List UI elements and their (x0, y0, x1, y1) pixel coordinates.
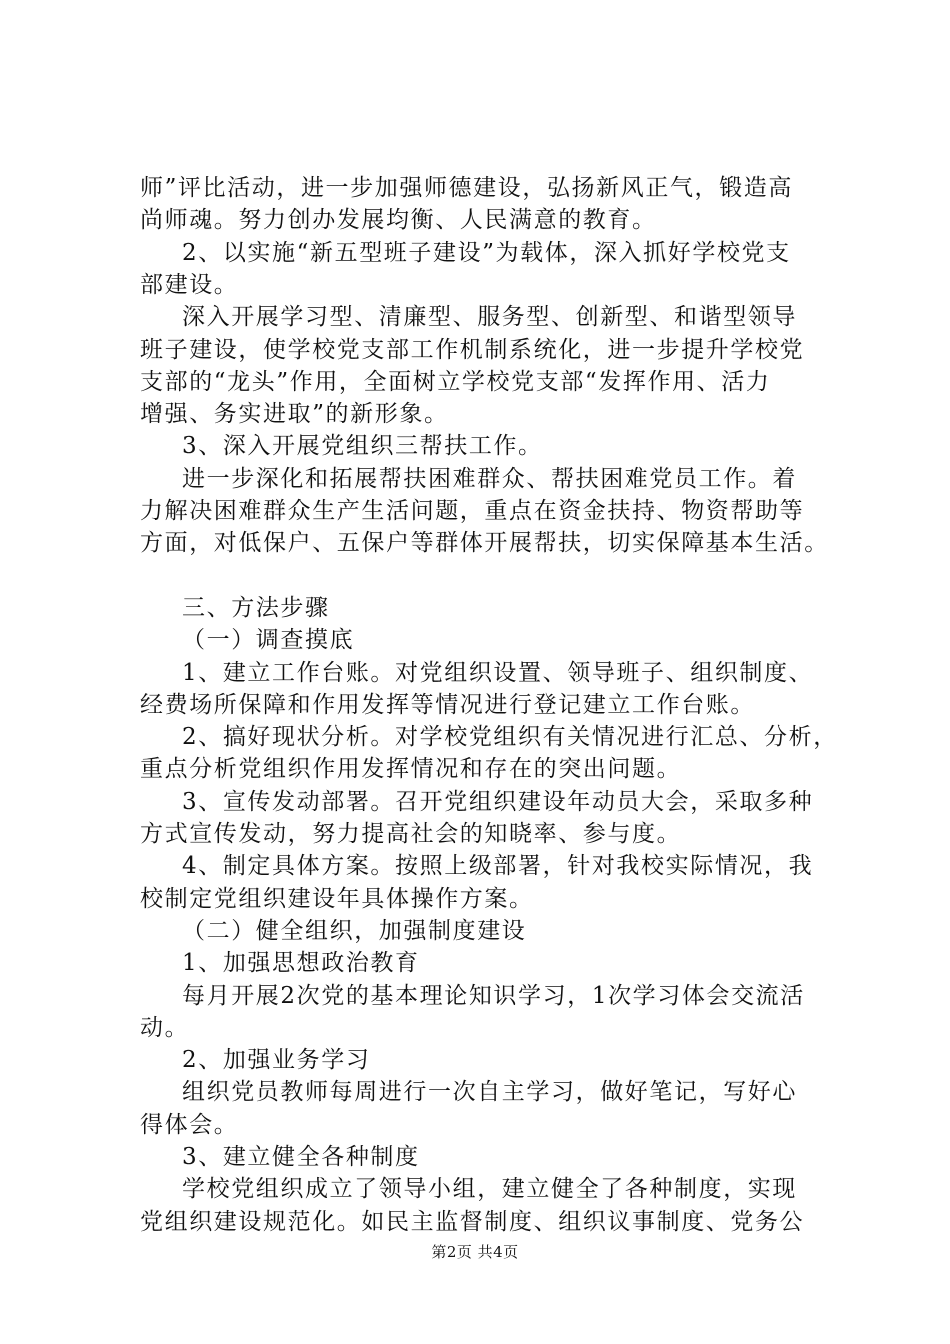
text-line: 1、加强思想政治教育 (182, 950, 420, 977)
text-line: 得体会。 (140, 1111, 239, 1138)
text-line: 三、方法步骤 (182, 594, 330, 621)
text-line: 尚师魂。努力创办发展均衡、人民满意的教育。 (140, 207, 657, 234)
text-line: 重点分析党组织作用发挥情况和存在的突出问题。 (140, 756, 682, 783)
text-line: 每月开展2次党的基本理论知识学习，1次学习体会交流活 (182, 982, 805, 1009)
text-line: 校制定党组织建设年具体操作方案。 (140, 885, 534, 912)
text-line: 经费场所保障和作用发挥等情况进行登记建立工作台账。 (140, 691, 755, 718)
text-line: 组织党员教师每周进行一次自主学习，做好笔记，写好心 (182, 1079, 797, 1106)
text-line: 增强、务实进取”的新形象。 (140, 401, 449, 428)
text-line: 进一步深化和拓展帮扶困难群众、帮扶困难党员工作。着 (182, 465, 797, 492)
text-line: 班子建设，使学校党支部工作机制系统化，进一步提升学校党 (140, 336, 805, 363)
text-line: 支部的“龙头”作用，全面树立学校党支部“发挥作用、活力 (140, 368, 771, 395)
text-line: 1、建立工作台账。对党组织设置、领导班子、组织制度、 (182, 659, 814, 686)
page-number-footer: 第2页 共4页 (431, 1243, 519, 1261)
text-line: 3、宣传发动部署。召开党组织建设年动员大会，采取多种 (182, 788, 814, 815)
text-line: 学校党组织成立了领导小组，建立健全了各种制度，实现 (182, 1176, 797, 1203)
text-line: 力解决困难群众生产生活问题，重点在资金扶持、物资帮助等 (140, 498, 805, 524)
text-line: （一）调查摸底 (182, 627, 355, 654)
text-line: 方面，对低保户、五保户等群体开展帮扶，切实保障基本生活。 (140, 530, 829, 557)
text-line: 4、制定具体方案。按照上级部署，针对我校实际情况，我 (182, 853, 814, 880)
text-line: 党组织建设规范化。如民主监督制度、组织议事制度、党务公 (140, 1208, 805, 1235)
text-line: 2、以实施“新五型班子建设”为载体，深入抓好学校党支 (182, 239, 791, 266)
text-line: 师”评比活动，进一步加强师德建设，弘扬新风正气，锻造高 (140, 175, 793, 201)
text-line: 2、搞好现状分析。对学校党组织有关情况进行汇总、分析， (182, 724, 838, 751)
text-line: 3、深入开展党组织三帮扶工作。 (182, 433, 543, 460)
text-line: 方式宣传发动，努力提高社会的知晓率、参与度。 (140, 821, 682, 847)
text-line: 动。 (140, 1014, 190, 1041)
text-line: 3、建立健全各种制度 (182, 1144, 420, 1170)
text-line: 深入开展学习型、清廉型、服务型、创新型、和谐型领导 (182, 304, 797, 331)
text-line: （二）健全组织，加强制度建设 (182, 917, 527, 944)
text-line: 2、加强业务学习 (182, 1047, 371, 1074)
text-line: 部建设。 (140, 271, 239, 298)
